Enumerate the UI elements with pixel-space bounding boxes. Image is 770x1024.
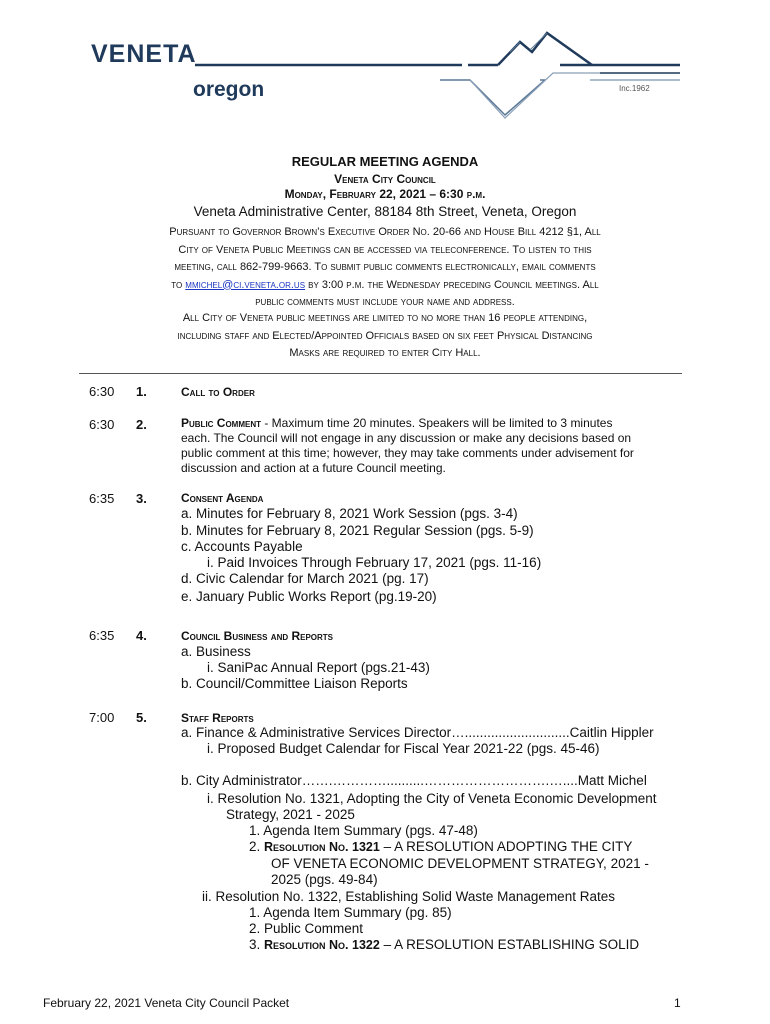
email-link[interactable]: mmichel@ci.veneta.or.us <box>185 278 306 291</box>
notice-line: meeting, call 862-799-9663. To submit public comments electronically, email comments <box>174 261 596 273</box>
agenda-subitem: 3. Resolution No. 1322 – A RESOLUTION ESTABLISHING SOLID <box>249 937 640 952</box>
divider <box>79 373 682 374</box>
item-title: Public Comment <box>181 416 261 430</box>
agenda-title: REGULAR MEETING AGENDA <box>291 154 479 169</box>
item-number: 4. <box>136 628 147 643</box>
agenda-subitem: b. Minutes for February 8, 2021 Regular Session (pgs. 5-9) <box>181 523 534 538</box>
item-time: 7:00 <box>89 710 115 725</box>
notice-line: Masks are required to enter City Hall. <box>289 347 481 359</box>
item-number: 2. <box>136 417 147 432</box>
agenda-subitem: i. Paid Invoices Through February 17, 2021 (pgs. 11-16) <box>207 555 542 570</box>
notice-line: public comments must include your name and address. <box>255 296 515 308</box>
agenda-subitem: a. Finance & Administrative Services Director…............................Caitlin Hippler <box>181 725 654 740</box>
item-title: Council Business and Reports <box>181 629 334 643</box>
agenda-body: Veneta City Council <box>334 172 436 186</box>
agenda-subitem: OF VENETA ECONOMIC DEVELOPMENT STRATEGY, 2021 - <box>271 856 649 871</box>
agenda-subitem: b. City Administrator…….…………..........……………………….…....Matt Michel <box>181 773 647 788</box>
agenda-subitem: 1. Agenda Item Summary (pgs. 47-48) <box>249 823 478 838</box>
agenda-subitem: d. Civic Calendar for March 2021 (pg. 17) <box>181 571 429 586</box>
agenda-subitem: 1. Agenda Item Summary (pg. 85) <box>249 905 452 920</box>
agenda-subitem: a. Business <box>181 644 251 659</box>
item-number: 3. <box>136 491 147 506</box>
attendance-notice <box>80 310 690 363</box>
item-number: 1. <box>136 384 147 399</box>
item-title: Staff Reports <box>181 711 254 725</box>
public-comment-item: Public Comment - Maximum time 20 minutes. Speakers will be limited to 3 minutes each. The Council will not engage in any discussion or make any decisions based on public comment at this time; however, they may take comments under advisement for discussion and action at a future Council meeting. <box>181 416 634 475</box>
notice-line: to mmichel@ci.veneta.or.us by 3:00 p.m. the Wednesday preceding Council meetings. All <box>171 278 599 291</box>
page-number: 1 <box>674 996 681 1010</box>
agenda-subitem: 2. Resolution No. 1321 – A RESOLUTION ADOPTING THE CITY <box>249 839 633 854</box>
notice-line: City of Veneta Public Meetings can be accessed via teleconference. To listen to this <box>178 243 592 256</box>
agenda-subitem: b. Council/Committee Liaison Reports <box>181 676 408 691</box>
item-time: 6:30 <box>89 417 115 432</box>
agenda-subitem: e. January Public Works Report (pg.19-20) <box>181 589 437 604</box>
teleconference-notice <box>80 224 690 312</box>
item-time: 6:35 <box>89 628 115 643</box>
agenda-subitem: Strategy, 2021 - 2025 <box>226 807 355 822</box>
logo-subtitle: oregon <box>193 78 265 101</box>
agenda-subitem: ii. Resolution No. 1322, Establishing Solid Waste Management Rates <box>202 889 615 904</box>
agenda-subitem: i. Resolution No. 1321, Adopting the City of Veneta Economic Development <box>207 791 657 806</box>
agenda-subitem: a. Minutes for February 8, 2021 Work Session (pgs. 3-4) <box>181 506 518 521</box>
agenda-subitem: i. Proposed Budget Calendar for Fiscal Year 2021-22 (pgs. 45-46) <box>207 741 600 756</box>
logo-mountain-graphic <box>0 0 770 130</box>
agenda-subitem: i. SaniPac Annual Report (pgs.21-43) <box>207 660 430 675</box>
logo-wordmark: VENETA <box>91 40 197 68</box>
agenda-subitem: c. Accounts Payable <box>181 539 303 554</box>
footer-packet-label: February 22, 2021 Veneta City Council Packet <box>43 996 290 1010</box>
item-time: 6:35 <box>89 491 115 506</box>
notice-line: including staff and Elected/Appointed Officials based on six feet Physical Distancing <box>177 329 593 342</box>
item-time: 6:30 <box>89 384 115 399</box>
agenda-location: Veneta Administrative Center, 88184 8th Street, Veneta, Oregon <box>193 204 577 219</box>
item-title: Call to Order <box>181 385 255 399</box>
logo-incorporated-label: Inc.1962 <box>619 84 650 93</box>
agenda-date: Monday, February 22, 2021 – 6:30 p.m. <box>284 187 486 201</box>
notice-line: All City of Veneta public meetings are limited to no more than 16 people attending, <box>182 312 588 324</box>
item-title: Consent Agenda <box>181 491 264 505</box>
notice-line: Pursuant to Governor Brown’s Executive Order No. 20-66 and House Bill 4212 §1, All <box>169 226 601 238</box>
item-number: 5. <box>136 710 147 725</box>
agenda-subitem: 2. Public Comment <box>249 921 364 936</box>
agenda-subitem: 2025 (pgs. 49-84) <box>271 872 378 887</box>
